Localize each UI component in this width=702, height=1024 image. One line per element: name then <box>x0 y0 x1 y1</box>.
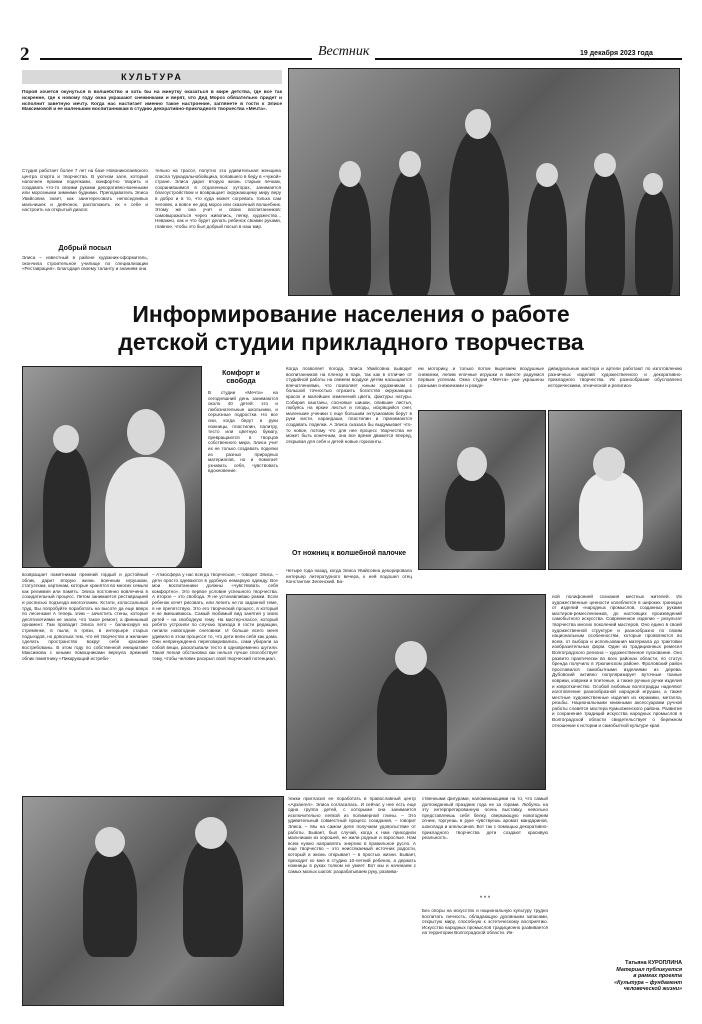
nojnitsy-text: Четыре года назад, когда Элиса Увайсовна декорировала интерьер литературного вечера, к ней подошел отец Константин Зеленский. Ба- <box>286 568 412 585</box>
col-mid-a-text: – Атмосфера у нас всегда творческая, – говорит Элиса, – дети просто одеваются в удобную немаркую одежду. Все мои воспитанники должны «чувствовать себя комфортно». Это первое условие успешного творчества. А второе – это свобода. Я не устанавливаю рамки. Если ребенок хочет рисовать, или лепить не по заданной теме, я не препятствую. Это его творческий процесс, в который я не вмешиваюсь. Самый любимый вид занятия у моих детей – на свободную тему. На мастер-классе, который ребята устроили по случаю прихода в гости редакции, лепили новогодние снеговики. И больше всего меня удивило в этом процессе то, что дети вели себя как дома. Они непринужденно переговаривались, сами убирали за собой вещи, раскатывали тесто в одновременно шутили. Такая легкая обстановка как нельзя лучше способствует тому, чтобы человек раскрыл свой творческий потенциал. <box>152 572 278 661</box>
signature-block <box>552 960 682 993</box>
girl-photo <box>22 366 202 568</box>
subhead-nojnitsy: От ножниц к волшебной палочке <box>292 550 406 557</box>
group-photo <box>288 68 680 296</box>
child-figure <box>183 837 243 957</box>
publication-note: Материал публикуется <box>616 966 682 973</box>
masthead: Вестник <box>312 44 375 60</box>
child-face <box>395 641 427 675</box>
section-stars: * * * <box>479 896 491 902</box>
girl-face <box>127 409 165 455</box>
lead-paragraph: Порой хочется окунуться в волшебство и хоть бы на минутку оказаться в мире детства, где все так искренне, где к новому году окна украшают снежинками и верят, что Дед Мороз обязательно придет и исполнит заветную мечту. Когда нас настигает именно такое настроение, заглянете в гости к Элисе Максимовой и ее маленьким воспитанникам в студию декоративно-прикладного творчества «Мечта». <box>22 90 282 113</box>
headline <box>20 300 682 356</box>
child-face <box>95 827 125 857</box>
child-figure <box>83 847 137 957</box>
issue-date: 19 декабря 2023 года <box>580 50 653 57</box>
teacher-figure <box>449 129 509 296</box>
teacher-face <box>465 109 491 139</box>
child-face <box>195 817 227 849</box>
painting-photo <box>286 594 546 790</box>
child-face <box>643 173 663 195</box>
author-name: Татьяна КУРОПЛИНА <box>625 960 682 966</box>
publication-note: «Культура – фундамент <box>614 979 682 986</box>
girl-figure <box>105 457 185 568</box>
col-bot-c-text: Без опоры на искусство и национальную культуру трудно воспитать личность, обладающую духовными запасами, открытую миру, способную к эстетическому восприятию. Искусство народных промыслов традиционно развивается на территории Волгоградской области. Ин- <box>422 908 548 936</box>
pottery-photo <box>22 796 284 1006</box>
col-mid-c-text: ем моторику, и только потом вырезаем воздушные снежинки, лепим елочные игрушки и вместе радуемся первым успехам. Окна студии «Мечта» уже украшены разными снежинками и рожде- <box>418 366 544 388</box>
child-figure <box>389 169 431 296</box>
child-face <box>399 151 421 177</box>
subhead-dobry-posyl: Добрый посыл <box>58 245 112 252</box>
child-face <box>339 161 361 187</box>
child-figure <box>527 179 567 296</box>
workshop-photo-1 <box>418 410 546 570</box>
section-title: КУЛЬТУРА <box>121 72 183 82</box>
girl-face <box>457 447 487 481</box>
girl-figure <box>579 471 643 551</box>
child-figure <box>329 179 371 296</box>
col-right-top-text: дивидуальные мастера и артели работают по изготовлению разничных изделий художественного и декоративно-прикладного творчества. Их разнообразие обусловлено историческими, этнической и религиоз- <box>548 366 682 388</box>
publication-note: в рамках проекта <box>633 973 682 980</box>
col-bot-b-text: ственными фигурами, напоминающими на то, что самый долгожданный праздник года не за горами. Любуясь на эту интерпретированную осень выставку, невольно представляешь себя белку, сверкающую новогодним огнем, торгуешь в руке чувствуешь аромат мандаринов, шоколада и апельсинов. Вот так с помощью декоративно-прикладного творчества дети создают красивую реальность. <box>422 796 548 841</box>
col1-top-text: Студия работает более 7 лет на базе Новониколаевского центра спорта и творчества. В уютном зале, который наполнен яркими поделками, комфортно творить и создавать что-то своими руками декоративно-военными или морозными зимними будними. Преподаватель Элиса Увайсовна знает, как заинтересовать непоседливых мальчишек и девчонок, расположить их к себе и настроить на открытый диалог. <box>22 168 148 213</box>
publication-note: человеческой жизни» <box>623 986 682 993</box>
page-number: 2 <box>20 44 30 65</box>
col-right-mid-text: ной полифонией сознания местных жителей. Их художественные ценности колеблются в широких границах от изделий «народных промыслов, созданных руками мастеров-ремесленников, до настоящих произведений самобытного искусства. Современное изделие – результат творчества многих поколений мастеров. Оно едино в своей художественной структуре и разнообразно по своим национальным особенностям, которые проявляются во всем, от выбора и использования материала до трактовки изобразительных форм. Один из традиционных ремесел Волгоградского региона – художественное лускование. Оно развито практически во всех районах области, по статус бренда получило в Урюпинском районе. Фроловский район прославился самобытными изделиями из дерева. Дубовский активно популяризирует вуточные тканые коврики, коврики и плетеные, а также ручные ручки изделия и ковроткачество. Особой любовью волгоградцы наделяют изготовление разнообразной народной игрушки, а также местные художественные изделия из керамики, металла, резьбы. Национальными книжными аксессуарами ручной работы славятся мастера Кумылженского района. Развитие и сохранение традиций искусства народных промыслов в Волгоградской области свидетельствует о бережном отношении к истории и самобытной культуре края. <box>552 594 682 728</box>
col-mid-b-text: Когда позволяет погода, Элиса Увайсовна выводит воспитанников на пленэр в парк, так как в отличие от студийной работы на свежем воздухе детям насыщаются впечатлениями, что позволяет юным художникам с большой точностью отразить богатство окружающих красок и малейших изменений цвета, фактуры натуры. Собирая каштаны, сосновые шишки, опавшие листья, любуясь на яркие листья и плоды, искрящийся снег, маленькие ученики с еще большим энтузиазмом берут в руки кисти, карандаши, пластилин и принимаются создавать поделки. А Элиса сказала бы выдумывает что-то новое, потому что для нее процесс творчества не может быть конечным, она все время движется вперед, открывая для себя и детей новые горизонты. <box>286 366 412 444</box>
section-banner <box>22 70 282 84</box>
child-figure <box>585 169 625 296</box>
headline-line-2: детской студии прикладного творчества <box>118 329 584 355</box>
child-face <box>594 153 616 177</box>
child-figure <box>43 447 91 567</box>
col-bot-a-text: тежки пригласил ее поработать в православный центр «Архангел». Элиса согласилась. И сейчас у нее есть еще одна группа детей, с которыми она занимается исключительно лепкой из полимерной глины. – Это удивительный совместный процесс созидания, – говорит Элиса. – Мы на самом деле получаем удовольствие от работы. Бывает, был случай, когда к нам приходили мальчишки из хорошей, не жили родные и взрослые. Нам всем нужно направлять энергию в правильное русло. А еще творчество – это неиссякаемый источник радости, который и жизнь открывает – в простых жизни. Бывает, приходит ко мне в студию 10-летний ребенок, а держать ножницы в руках толком не умеет. Вот мы и начинаем с самых малых шагов: разрабатываем руку, развива- <box>288 796 416 874</box>
col2-top-text: тельно на трассе, попутно эта удивительная женщина спасла туркадальнобойщика, попавшего в беду в «чужой» стране. Элиса дарит вторую жизнь старым печкам, сохранившимся в отдаленных хуторах, занимается благоустройством и возвращает окружающему миру веру в добро и в то, что куда может согревать только сам человек, а вовсе не дед мороз или сказочный волшебник. Этому же она учит и своих воспитанников: самовыражаться через живопись, лепку, художество... Неважно, как и что будет делать ребенок своими руками, главное, чтобы это был добрый посыл в наш мир. <box>155 168 281 229</box>
subhead-comfort: Комфорт и свобода <box>222 370 260 385</box>
child-figure <box>635 189 673 296</box>
col1-kind-text: Элиса – известный в районе художник-оформитель, окончила строительное училище по специализации «Реставрация». Благодаря своему таланту и знаниям она <box>22 255 148 272</box>
child-figure <box>377 665 447 775</box>
girl-face <box>593 447 625 481</box>
col-left-mid-text: возвращает памятникам прежний гордый и достойный облик, дарит вторую жизнь военным игрушкам, статуэткам, картинам, которые хранятся во многих семьях как реликвия или память. Элиса постоянно вовлечена в созидательный процесс. Летом занимается реставрацией и росписью подъезда многоэтажек. Кстати, колоссальный труд. Вы попробуйте поработать на высоте да еще вверх по лесенкам! А теперь этим – зачистить стены, которые десятилетиями не знали, что такое ремонт, а финишный орнамент. Там проводит Элиса лето – балансируя на стремянке, в пыли, в грязи, в интерьере старых подъездов, но доволька тем, что ей творчество и желание сделать пространство вокруг себя красивее востребованы. В этом году по собственной инициативе Максимова с юными помощниками вернула прежний облик памятнику «Пикирующий истреби- <box>22 572 148 661</box>
workshop-photo-2 <box>548 410 682 570</box>
girl-figure <box>445 471 505 551</box>
comfort-text: В студии «Мечта» на сегодняшний день занимаются около 40 детей: это и любознательные школьники, и серьезные подростки. Но все они, когда берут в руки ножницы, пластилин, палитру, тесто или цветную бумагу, превращаются в творцов собственного мира. Элиса учит их не только создавать поделки из разных природных материалов, но и помогает узнавать себя, чувствовать вдохновение. <box>208 390 278 474</box>
headline-line-1: Информирование населения о работе <box>132 301 570 327</box>
child-face <box>536 163 558 187</box>
child-face <box>53 425 79 453</box>
